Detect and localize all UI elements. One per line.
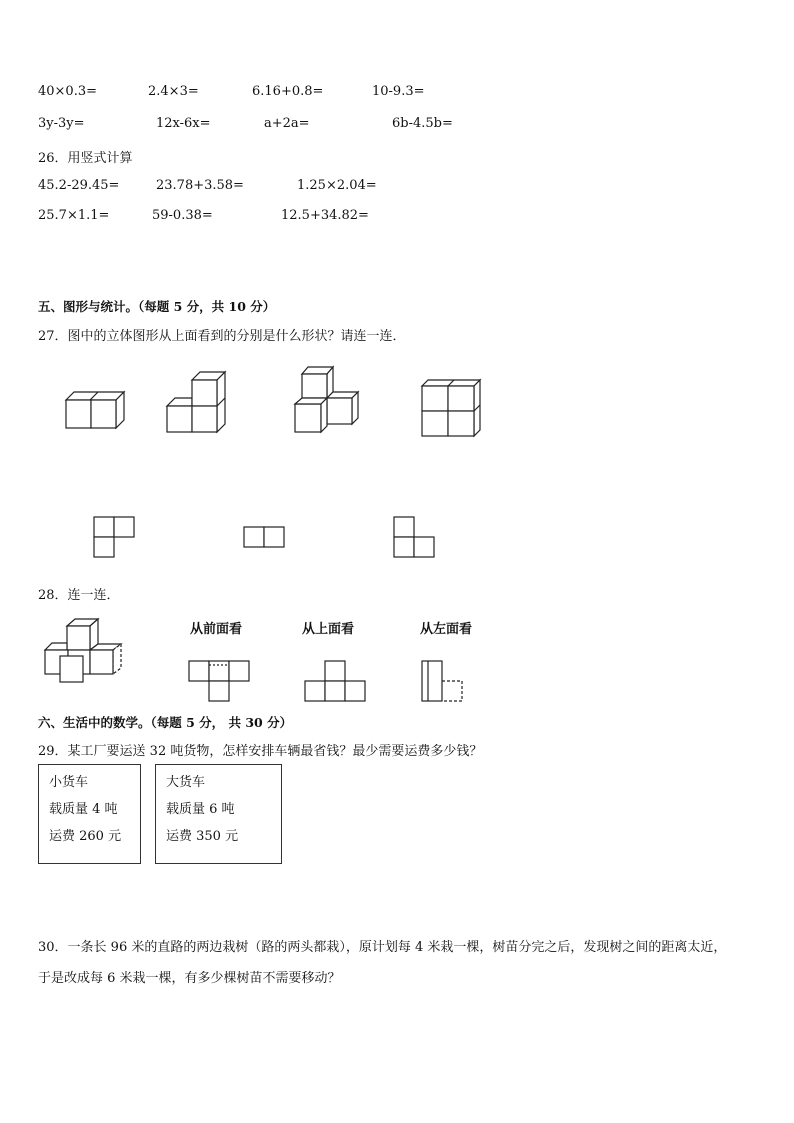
big-truck-name: 大货车	[166, 775, 206, 790]
small-truck-capacity: 载质量 4 吨	[49, 802, 118, 817]
left-view-label: 从左面看	[420, 622, 473, 637]
small-truck-fee: 运费 260 元	[49, 829, 122, 844]
question-26-title: 26．用竖式计算	[38, 151, 133, 166]
big-truck-capacity: 载质量 6 吨	[166, 802, 235, 817]
big-truck-card	[155, 764, 282, 864]
big-truck-fee: 运费 350 元	[166, 829, 239, 844]
question-30-line-2: 于是改成每 6 米栽一棵，有多少棵树苗不需要移动？	[38, 971, 341, 986]
solid-figure-2	[162, 368, 232, 434]
arith-item: 12x-6x=	[156, 116, 211, 131]
question-29-title: 29．某工厂要运送 32 吨货物，怎样安排车辆最省钱？最少需要运费多少钱？	[38, 744, 483, 759]
calc-item: 23.78+3.58=	[156, 178, 244, 193]
calc-item: 45.2-29.45=	[38, 178, 120, 193]
front-view-label: 从前面看	[190, 622, 243, 637]
section-5-title: 五、图形与统计。（每题 5 分，共 10 分）	[38, 299, 276, 314]
solid-figure-4	[418, 376, 484, 440]
solid-figure-3	[290, 364, 364, 436]
question-30-line-1: 30．一条长 96 米的直路的两边栽树（路的两头都栽），原计划每 4 米栽一棵，树苗分完之后，发现树之间的距离太近，	[38, 940, 727, 955]
top-view-label: 从上面看	[302, 622, 355, 637]
arith-item: 6.16+0.8=	[252, 84, 324, 99]
small-truck-card	[38, 764, 141, 864]
calc-item: 59-0.38=	[152, 208, 213, 223]
calc-item: 25.7×1.1=	[38, 208, 110, 223]
arith-item: 6b-4.5b=	[392, 116, 453, 131]
question-28-title: 28．连一连．	[38, 588, 120, 603]
arith-item: 10-9.3=	[372, 84, 425, 99]
arith-item: 40×0.3=	[38, 84, 98, 99]
top-view-2	[242, 525, 288, 551]
front-view-shape	[187, 659, 253, 705]
q28-solid-figure	[40, 616, 136, 686]
section-6-title: 六、生活中的数学。（每题 5 分， 共 30 分）	[38, 715, 293, 730]
calc-item: 1.25×2.04=	[297, 178, 377, 193]
question-27-title: 27．图中的立体图形从上面看到的分别是什么形状？请连一连．	[38, 329, 406, 344]
top-view-1	[92, 515, 138, 559]
left-view-shape	[420, 659, 466, 705]
solid-figure-1	[60, 380, 130, 430]
small-truck-name: 小货车	[49, 775, 89, 790]
top-view-shape	[303, 659, 369, 705]
arith-item: 2.4×3=	[148, 84, 199, 99]
arith-item: 3y-3y=	[38, 116, 85, 131]
calc-item: 12.5+34.82=	[281, 208, 369, 223]
top-view-3	[392, 515, 438, 559]
arith-item: a+2a=	[264, 116, 310, 131]
